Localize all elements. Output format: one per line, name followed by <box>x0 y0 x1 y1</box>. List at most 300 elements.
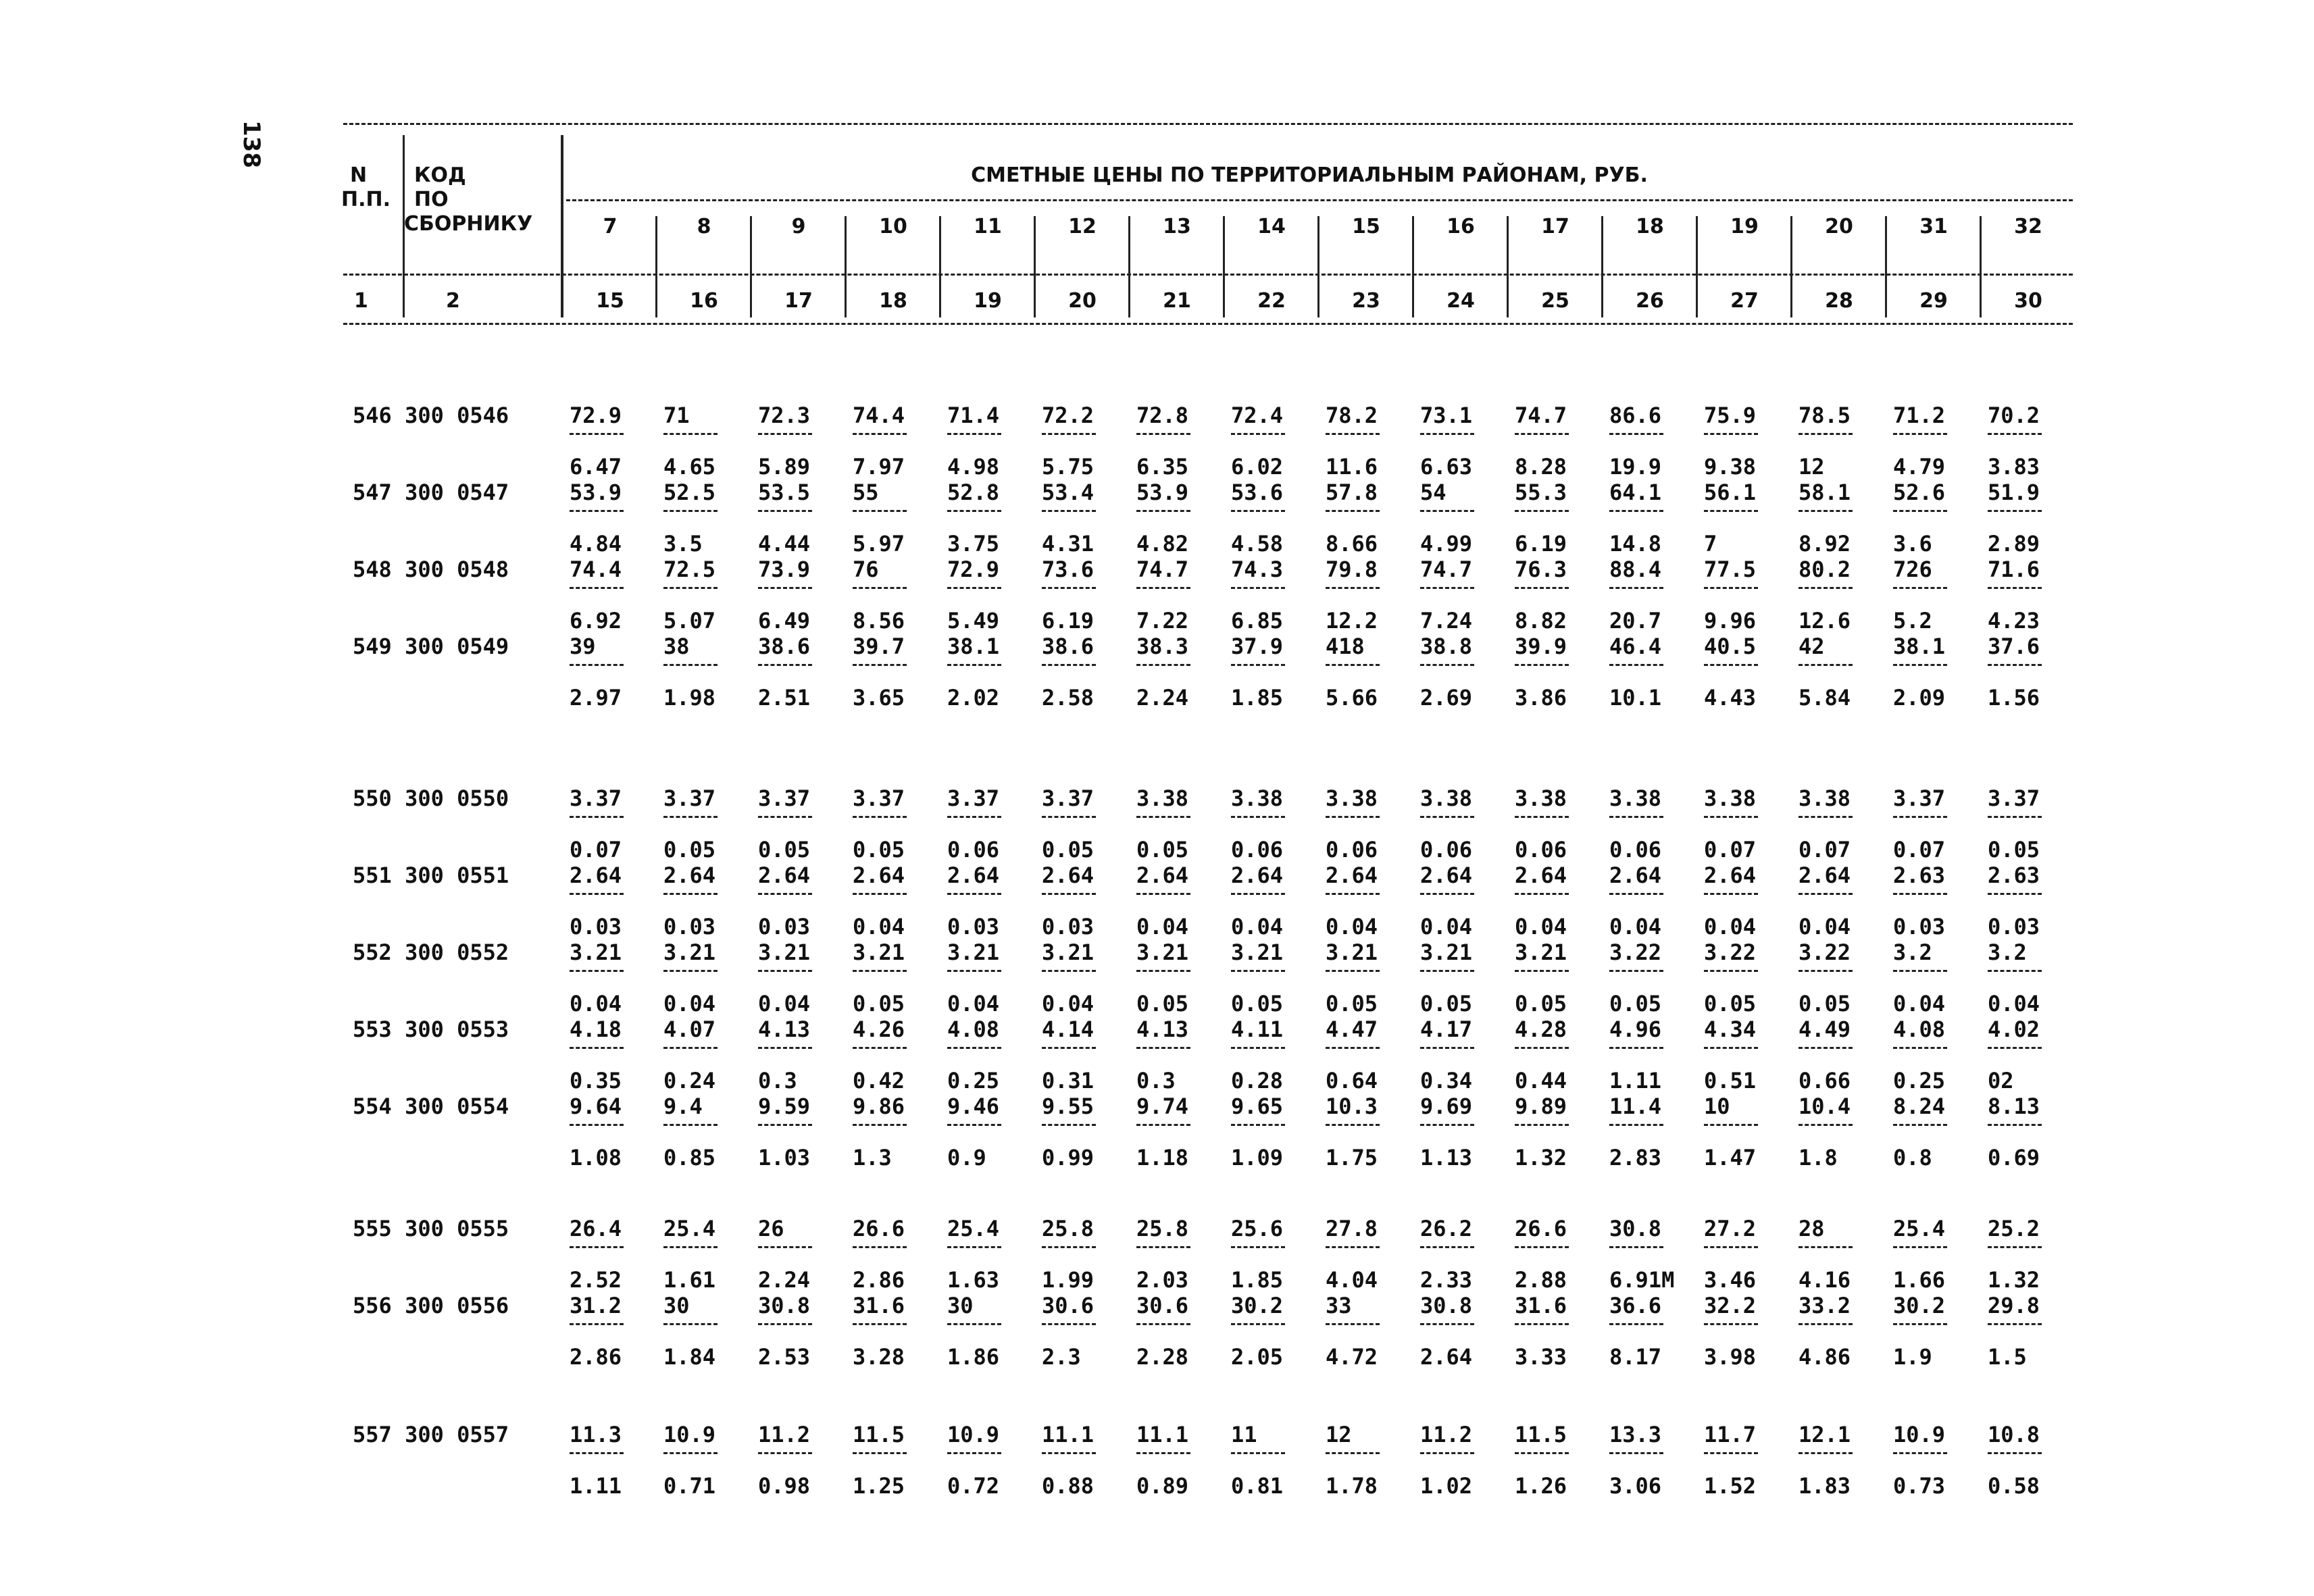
price-cell: 3.33 <box>1515 1344 1567 1370</box>
district-index: 28 <box>1825 289 1853 313</box>
price-cell: 0.28 <box>1231 1068 1284 1093</box>
price-cell: 4.11 <box>1231 1016 1284 1042</box>
fraction-bar <box>1042 893 1096 895</box>
fraction-bar <box>663 1452 718 1454</box>
row-code-label: 552 300 0552 <box>353 939 509 965</box>
price-cell: 37.9 <box>1231 634 1284 659</box>
price-cell: 20.7 <box>1609 608 1662 634</box>
price-cell: 2.63 <box>1988 863 2040 888</box>
price-cell: 0.25 <box>947 1068 1000 1093</box>
district-divider <box>1790 216 1792 317</box>
price-cell: 1.86 <box>947 1344 1000 1370</box>
price-cell: 1.52 <box>1704 1473 1757 1499</box>
price-cell: 1.03 <box>758 1145 811 1170</box>
price-cell: 80.2 <box>1799 557 1851 582</box>
price-cell: 3.38 <box>1326 786 1378 811</box>
fraction-bar <box>1136 816 1190 818</box>
price-cell: 74.7 <box>1420 557 1473 582</box>
price-cell: 0.34 <box>1420 1068 1473 1093</box>
fraction-bar <box>1988 1323 2042 1325</box>
price-cell: 0.04 <box>1893 991 1946 1016</box>
price-cell: 0.07 <box>1799 837 1851 863</box>
fraction-bar <box>570 893 624 895</box>
price-cell: 11.2 <box>1420 1422 1473 1447</box>
price-cell: 4.99 <box>1420 531 1473 557</box>
fraction-bar <box>1609 587 1663 589</box>
price-cell: 0.05 <box>1609 991 1662 1016</box>
price-cell: 2.05 <box>1231 1344 1284 1370</box>
fraction-bar <box>1136 510 1190 512</box>
price-cell: 1.32 <box>1988 1267 2040 1293</box>
price-cell: 0.89 <box>1136 1473 1189 1499</box>
price-cell: 0.8 <box>1893 1145 1932 1170</box>
price-cell: 11 <box>1231 1422 1257 1447</box>
fraction-bar <box>947 1246 1001 1248</box>
district-header: 12 <box>1068 215 1097 238</box>
price-cell: 1.85 <box>1231 685 1284 711</box>
fraction-bar <box>947 433 1001 435</box>
price-cell: 10.4 <box>1799 1093 1851 1119</box>
district-divider <box>1601 216 1603 317</box>
price-cell: 0.07 <box>570 837 622 863</box>
price-cell: 2.64 <box>1704 863 1757 888</box>
fraction-bar <box>1042 1323 1096 1325</box>
fraction-bar <box>1231 970 1285 972</box>
price-cell: 2.97 <box>570 685 622 711</box>
fraction-bar <box>758 1323 812 1325</box>
price-cell: 9.74 <box>1136 1093 1189 1119</box>
fraction-bar <box>947 1452 1001 1454</box>
district-header: 20 <box>1825 215 1853 238</box>
price-cell: 0.58 <box>1988 1473 2040 1499</box>
price-cell: 4.13 <box>758 1016 811 1042</box>
price-cell: 2.51 <box>758 685 811 711</box>
fraction-bar <box>1326 1124 1380 1126</box>
price-cell: 72.8 <box>1136 403 1189 428</box>
fraction-bar <box>1799 587 1853 589</box>
fraction-bar <box>853 1246 907 1248</box>
price-cell: 0.85 <box>663 1145 716 1170</box>
district-divider <box>1223 216 1225 317</box>
price-cell: 4.02 <box>1988 1016 2040 1042</box>
fraction-bar <box>1799 1047 1853 1049</box>
price-cell: 30 <box>663 1293 690 1318</box>
price-cell: 42 <box>1799 634 1825 659</box>
fraction-bar <box>1893 433 1947 435</box>
price-cell: 74.3 <box>1231 557 1284 582</box>
price-cell: 2.33 <box>1420 1267 1473 1293</box>
price-cell: 86.6 <box>1609 403 1662 428</box>
district-divider <box>939 216 941 317</box>
price-cell: 3.38 <box>1609 786 1662 811</box>
fraction-bar <box>1799 664 1853 666</box>
district-index: 16 <box>690 289 718 313</box>
fraction-bar <box>947 816 1001 818</box>
price-cell: 3.37 <box>1042 786 1095 811</box>
price-cell: 4.86 <box>1799 1344 1851 1370</box>
price-cell: 1.56 <box>1988 685 2040 711</box>
price-cell: 9.96 <box>1704 608 1757 634</box>
price-cell: 2.64 <box>1420 863 1473 888</box>
fraction-bar <box>1704 1452 1758 1454</box>
fraction-bar <box>570 664 624 666</box>
price-cell: 4.34 <box>1704 1016 1757 1042</box>
price-cell: 1.85 <box>1231 1267 1284 1293</box>
fraction-bar <box>1231 1047 1285 1049</box>
district-header: 10 <box>879 215 907 238</box>
price-cell: 57.8 <box>1326 480 1378 505</box>
price-cell: 9.46 <box>947 1093 1000 1119</box>
fraction-bar <box>663 1047 718 1049</box>
price-cell: 52.8 <box>947 480 1000 505</box>
fraction-bar <box>1515 510 1569 512</box>
price-cell: 0.04 <box>1326 914 1378 939</box>
fraction-bar <box>1326 433 1380 435</box>
price-cell: 4.18 <box>570 1016 622 1042</box>
fraction-bar <box>1136 433 1190 435</box>
price-cell: 3.21 <box>947 939 1000 965</box>
price-cell: 1.32 <box>1515 1145 1567 1170</box>
fraction-bar <box>1988 816 2042 818</box>
price-cell: 72.9 <box>947 557 1000 582</box>
price-cell: 3.6 <box>1893 531 1932 557</box>
price-cell: 1.3 <box>853 1145 892 1170</box>
fraction-bar <box>1326 1047 1380 1049</box>
price-cell: 36.6 <box>1609 1293 1662 1318</box>
district-divider <box>845 216 847 317</box>
price-cell: 53.6 <box>1231 480 1284 505</box>
fraction-bar <box>853 1323 907 1325</box>
price-cell: 25.2 <box>1988 1216 2040 1241</box>
price-cell: 72.2 <box>1042 403 1095 428</box>
price-cell: 11.2 <box>758 1422 811 1447</box>
price-cell: 2.24 <box>758 1267 811 1293</box>
fraction-bar <box>853 1452 907 1454</box>
price-cell: 74.4 <box>570 557 622 582</box>
fraction-bar <box>1515 970 1569 972</box>
price-cell: 1.84 <box>663 1344 716 1370</box>
district-index: 24 <box>1447 289 1475 313</box>
fraction-bar <box>1515 587 1569 589</box>
price-cell: 0.71 <box>663 1473 716 1499</box>
price-cell: 46.4 <box>1609 634 1662 659</box>
price-cell: 3.22 <box>1609 939 1662 965</box>
row-code-label: 546 300 0546 <box>353 403 509 428</box>
price-cell: 30.6 <box>1136 1293 1189 1318</box>
price-cell: 4.84 <box>570 531 622 557</box>
fraction-bar <box>1893 970 1947 972</box>
fraction-bar <box>853 664 907 666</box>
fraction-bar <box>1231 816 1285 818</box>
price-cell: 30.8 <box>1420 1293 1473 1318</box>
price-cell: 4.65 <box>663 454 716 480</box>
row-code-label: 547 300 0547 <box>353 480 509 505</box>
fraction-bar <box>1042 1452 1096 1454</box>
price-cell: 0.98 <box>758 1473 811 1499</box>
district-divider <box>655 216 657 317</box>
fraction-bar <box>758 510 812 512</box>
fraction-bar <box>663 433 718 435</box>
price-cell: 11.3 <box>570 1422 622 1447</box>
fraction-bar <box>1799 893 1853 895</box>
price-cell: 88.4 <box>1609 557 1662 582</box>
fraction-bar <box>1988 587 2042 589</box>
price-cell: 7.97 <box>853 454 905 480</box>
fraction-bar <box>1893 510 1947 512</box>
price-cell: 8.66 <box>1326 531 1378 557</box>
price-cell: 0.05 <box>1704 991 1757 1016</box>
price-cell: 4.79 <box>1893 454 1946 480</box>
price-cell: 3.21 <box>1326 939 1378 965</box>
price-cell: 0.05 <box>1136 837 1189 863</box>
price-cell: 33 <box>1326 1293 1352 1318</box>
fraction-bar <box>1515 1124 1569 1126</box>
price-cell: 12.2 <box>1326 608 1378 634</box>
price-cell: 4.96 <box>1609 1016 1662 1042</box>
price-cell: 14.8 <box>1609 531 1662 557</box>
row-code-label: 553 300 0553 <box>353 1016 509 1042</box>
fraction-bar <box>1420 893 1474 895</box>
fraction-bar <box>1893 1246 1947 1248</box>
price-cell: 2.86 <box>570 1344 622 1370</box>
fraction-bar <box>1042 433 1096 435</box>
header-code-line3: СБОРНИКУ <box>404 212 533 236</box>
price-cell: 10.1 <box>1609 685 1662 711</box>
price-cell: 3.5 <box>663 531 703 557</box>
fraction-bar <box>1136 1124 1190 1126</box>
price-cell: 76 <box>853 557 879 582</box>
header-index-2: 2 <box>446 289 460 313</box>
fraction-bar <box>947 1323 1001 1325</box>
fraction-bar <box>1893 664 1947 666</box>
price-cell: 72.3 <box>758 403 811 428</box>
price-cell: 0.9 <box>947 1145 986 1170</box>
fraction-bar <box>853 1124 907 1126</box>
price-cell: 0.06 <box>1420 837 1473 863</box>
price-cell: 25.4 <box>947 1216 1000 1241</box>
fraction-bar <box>1326 893 1380 895</box>
fraction-bar <box>663 587 718 589</box>
fraction-bar <box>758 433 812 435</box>
price-cell: 73.9 <box>758 557 811 582</box>
price-cell: 0.03 <box>947 914 1000 939</box>
district-index: 29 <box>1919 289 1948 313</box>
price-cell: 0.03 <box>1042 914 1095 939</box>
price-cell: 0.04 <box>1799 914 1851 939</box>
fraction-bar <box>1609 970 1663 972</box>
price-cell: 72.4 <box>1231 403 1284 428</box>
price-cell: 0.04 <box>758 991 811 1016</box>
price-cell: 0.04 <box>1136 914 1189 939</box>
price-cell: 3.37 <box>758 786 811 811</box>
price-cell: 1.9 <box>1893 1344 1932 1370</box>
price-cell: 3.22 <box>1704 939 1757 965</box>
price-cell: 71.6 <box>1988 557 2040 582</box>
district-index: 26 <box>1636 289 1664 313</box>
price-cell: 4.58 <box>1231 531 1284 557</box>
fraction-bar <box>1420 587 1474 589</box>
price-cell: 25.6 <box>1231 1216 1284 1241</box>
fraction-bar <box>1136 893 1190 895</box>
price-cell: 53.9 <box>570 480 622 505</box>
price-cell: 3.98 <box>1704 1344 1757 1370</box>
district-divider <box>1317 216 1319 317</box>
fraction-bar <box>1136 1452 1190 1454</box>
price-cell: 0.42 <box>853 1068 905 1093</box>
fraction-bar <box>663 664 718 666</box>
fraction-bar <box>1609 1124 1663 1126</box>
price-cell: 1.47 <box>1704 1145 1757 1170</box>
price-cell: 72.5 <box>663 557 716 582</box>
district-header: 16 <box>1447 215 1475 238</box>
price-cell: 26.6 <box>853 1216 905 1241</box>
price-cell: 71.4 <box>947 403 1000 428</box>
price-cell: 38.6 <box>758 634 811 659</box>
price-cell: 4.14 <box>1042 1016 1095 1042</box>
district-index: 22 <box>1257 289 1286 313</box>
row-code-label: 551 300 0551 <box>353 863 509 888</box>
district-divider <box>1885 216 1887 317</box>
price-cell: 0.66 <box>1799 1068 1851 1093</box>
page-number: 138 <box>238 120 265 168</box>
price-cell: 6.49 <box>758 608 811 634</box>
price-cell: 0.05 <box>758 837 811 863</box>
price-cell: 5.07 <box>663 608 716 634</box>
fraction-bar <box>1042 970 1096 972</box>
price-cell: 0.07 <box>1704 837 1757 863</box>
price-cell: 11.7 <box>1704 1422 1757 1447</box>
price-cell: 8.92 <box>1799 531 1851 557</box>
fraction-bar <box>947 1047 1001 1049</box>
price-cell: 2.83 <box>1609 1145 1662 1170</box>
price-cell: 29.8 <box>1988 1293 2040 1318</box>
price-cell: 39.9 <box>1515 634 1567 659</box>
fraction-bar <box>1988 1047 2042 1049</box>
price-cell: 19.9 <box>1609 454 1662 480</box>
price-cell: 4.07 <box>663 1016 716 1042</box>
price-cell: 55.3 <box>1515 480 1567 505</box>
price-cell: 0.25 <box>1893 1068 1946 1093</box>
price-cell: 74.7 <box>1515 403 1567 428</box>
price-cell: 2.63 <box>1893 863 1946 888</box>
fraction-bar <box>1893 1452 1947 1454</box>
price-cell: 30.6 <box>1042 1293 1095 1318</box>
fraction-bar <box>1326 970 1380 972</box>
price-cell: 0.05 <box>663 837 716 863</box>
row-code-label: 556 300 0556 <box>353 1293 509 1318</box>
district-index: 20 <box>1068 289 1097 313</box>
price-cell: 0.51 <box>1704 1068 1757 1093</box>
fraction-bar <box>1515 1323 1569 1325</box>
fraction-bar <box>1420 816 1474 818</box>
price-cell: 0.81 <box>1231 1473 1284 1499</box>
fraction-bar <box>947 970 1001 972</box>
price-cell: 3.37 <box>663 786 716 811</box>
price-cell: 25.8 <box>1136 1216 1189 1241</box>
fraction-bar <box>1609 433 1663 435</box>
price-cell: 51.9 <box>1988 480 2040 505</box>
fraction-bar <box>1799 1323 1853 1325</box>
fraction-bar <box>758 1047 812 1049</box>
price-cell: 0.04 <box>947 991 1000 1016</box>
fraction-bar <box>1988 1246 2042 1248</box>
price-cell: 30.8 <box>758 1293 811 1318</box>
price-cell: 0.04 <box>1420 914 1473 939</box>
fraction-bar <box>1515 1246 1569 1248</box>
district-index: 25 <box>1541 289 1569 313</box>
district-header: 11 <box>974 215 1002 238</box>
fraction-bar <box>1704 433 1758 435</box>
price-cell: 0.69 <box>1988 1145 2040 1170</box>
price-cell: 73.1 <box>1420 403 1473 428</box>
price-cell: 9.89 <box>1515 1093 1567 1119</box>
row-code-label: 549 300 0549 <box>353 634 509 659</box>
price-cell: 71.2 <box>1893 403 1946 428</box>
price-cell: 3.21 <box>663 939 716 965</box>
fraction-bar <box>663 893 718 895</box>
fraction-bar <box>1988 1452 2042 1454</box>
fraction-bar <box>853 816 907 818</box>
price-cell: 2.64 <box>758 863 811 888</box>
fraction-bar <box>1136 1047 1190 1049</box>
price-cell: 0.04 <box>663 991 716 1016</box>
district-header: 32 <box>2014 215 2042 238</box>
price-cell: 3.21 <box>1420 939 1473 965</box>
fraction-bar <box>853 1047 907 1049</box>
price-cell: 30.2 <box>1893 1293 1946 1318</box>
price-cell: 1.75 <box>1326 1145 1378 1170</box>
price-cell: 1.11 <box>570 1473 622 1499</box>
price-cell: 3.2 <box>1893 939 1932 965</box>
price-cell: 0.05 <box>1231 991 1284 1016</box>
price-cell: 3.86 <box>1515 685 1567 711</box>
price-cell: 2.64 <box>1042 863 1095 888</box>
price-cell: 12.1 <box>1799 1422 1851 1447</box>
price-cell: 4.31 <box>1042 531 1095 557</box>
price-cell: 12 <box>1799 454 1825 480</box>
price-cell: 9.64 <box>570 1093 622 1119</box>
price-cell: 418 <box>1326 634 1365 659</box>
price-cell: 9.38 <box>1704 454 1757 480</box>
price-cell: 11.5 <box>853 1422 905 1447</box>
price-cell: 2.64 <box>1515 863 1567 888</box>
price-cell: 31.6 <box>853 1293 905 1318</box>
price-cell: 7.24 <box>1420 608 1473 634</box>
price-cell: 8.13 <box>1988 1093 2040 1119</box>
header-top-rule <box>343 123 2073 125</box>
price-cell: 5.66 <box>1326 685 1378 711</box>
price-cell: 6.63 <box>1420 454 1473 480</box>
price-cell: 0.72 <box>947 1473 1000 1499</box>
price-cell: 4.44 <box>758 531 811 557</box>
price-cell: 38.3 <box>1136 634 1189 659</box>
fraction-bar <box>1042 664 1096 666</box>
price-cell: 2.09 <box>1893 685 1946 711</box>
price-cell: 8.28 <box>1515 454 1567 480</box>
header-prices-title: СМЕТНЫЕ ЦЕНЫ ПО ТЕРРИТОРИАЛЬНЫМ РАЙОНАМ, РУБ. <box>971 163 1648 187</box>
fraction-bar <box>1136 664 1190 666</box>
fraction-bar <box>1420 433 1474 435</box>
price-cell: 1.78 <box>1326 1473 1378 1499</box>
fraction-bar <box>1799 510 1853 512</box>
fraction-bar <box>1515 1452 1569 1454</box>
price-cell: 26.4 <box>570 1216 622 1241</box>
fraction-bar <box>1515 1047 1569 1049</box>
row-code-label: 555 300 0555 <box>353 1216 509 1241</box>
price-cell: 2.88 <box>1515 1267 1567 1293</box>
fraction-bar <box>1704 1323 1758 1325</box>
price-cell: 39 <box>570 634 596 659</box>
